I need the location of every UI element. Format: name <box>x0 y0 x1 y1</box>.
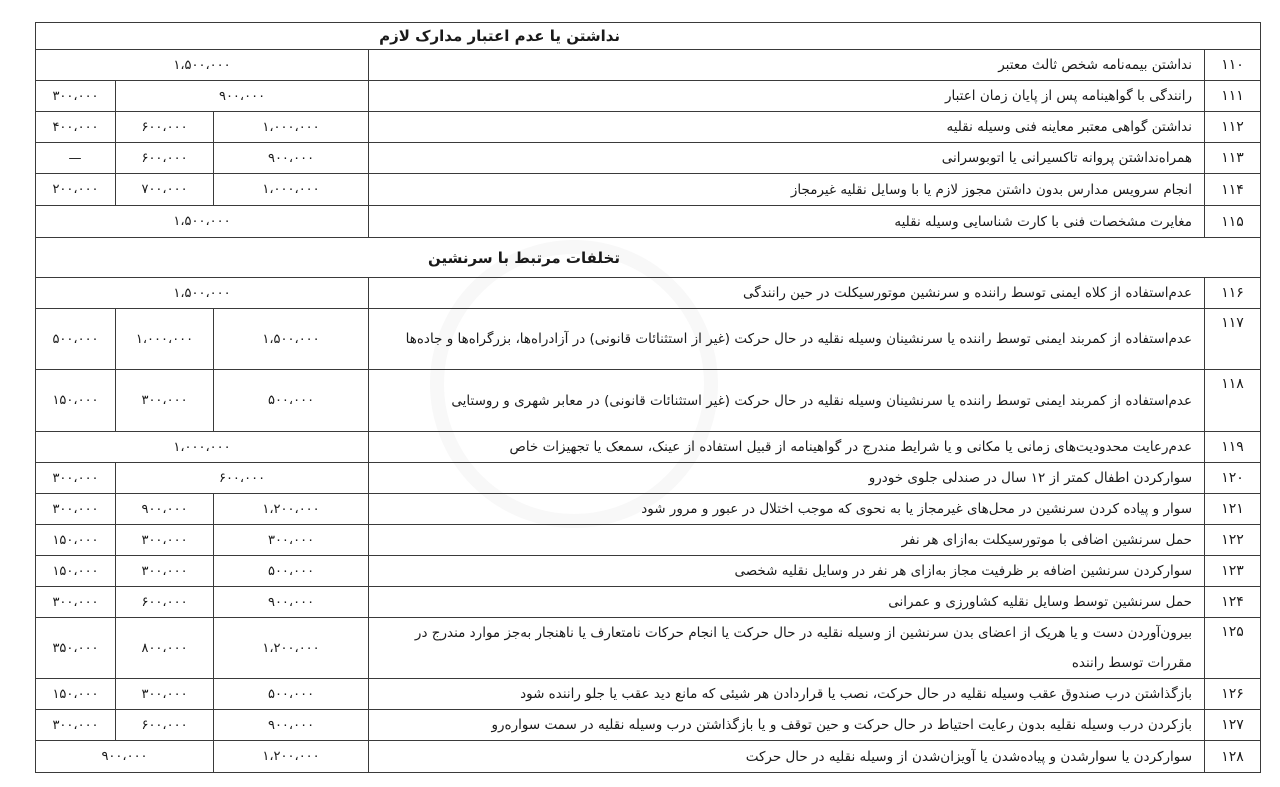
violation-description: همراه‌نداشتن پروانه تاکسیرانی یا اتوبوسرانی <box>369 143 1205 174</box>
fine-amount: ۵۰۰،۰۰۰ <box>214 556 369 587</box>
row-number: ۱۲۴ <box>1205 587 1261 618</box>
fine-amount: ۶۰۰،۰۰۰ <box>116 463 369 494</box>
fine-amount: ۱۵۰،۰۰۰ <box>36 679 116 710</box>
fine-amount: ۱۵۰،۰۰۰ <box>36 525 116 556</box>
table-row <box>36 432 1261 463</box>
fine-amount: ۱،۲۰۰،۰۰۰ <box>214 494 369 525</box>
violation-description: نداشتن گواهی معتبر معاینه فنی وسیله نقلیه <box>369 112 1205 143</box>
fine-amount: ۴۰۰،۰۰۰ <box>36 112 116 143</box>
violation-description: نداشتن بیمه‌نامه شخص ثالث معتبر <box>369 50 1205 81</box>
fine-amount: ۵۰۰،۰۰۰ <box>36 309 116 370</box>
fine-amount: ۹۰۰،۰۰۰ <box>36 741 214 773</box>
table-row <box>36 50 1261 81</box>
fine-amount: ۱،۰۰۰،۰۰۰ <box>214 112 369 143</box>
fine-amount: ۱۵۰،۰۰۰ <box>36 370 116 432</box>
fine-amount: ۳۰۰،۰۰۰ <box>214 525 369 556</box>
fine-amount: ۱،۵۰۰،۰۰۰ <box>36 278 369 309</box>
fine-amount: ۶۰۰،۰۰۰ <box>116 710 214 741</box>
violation-description: بازگذاشتن درب صندوق عقب وسیله نقلیه در حال حرکت، نصب یا قراردادن هر شیئی که مانع دید عقب یا جلو راننده شود <box>369 679 1205 710</box>
fine-amount: ۶۰۰،۰۰۰ <box>116 112 214 143</box>
fine-amount: ۳۰۰،۰۰۰ <box>36 463 116 494</box>
fine-amount: ۱،۵۰۰،۰۰۰ <box>36 206 369 238</box>
row-number: ۱۱۰ <box>1205 50 1261 81</box>
fine-amount: ۱،۵۰۰،۰۰۰ <box>36 50 369 81</box>
row-number: ۱۱۶ <box>1205 278 1261 309</box>
fine-amount: ۱،۰۰۰،۰۰۰ <box>214 174 369 206</box>
violation-description: بازکردن درب وسیله نقلیه بدون رعایت احتیاط در حال حرکت و حین توقف و یا بازگذاشتن درب وسیله نقلیه در سمت سواره‌رو <box>369 710 1205 741</box>
fine-amount: ۹۰۰،۰۰۰ <box>214 143 369 174</box>
row-number: ۱۲۷ <box>1205 710 1261 741</box>
fine-amount: ۶۰۰،۰۰۰ <box>116 143 214 174</box>
fine-amount: ۹۰۰،۰۰۰ <box>214 710 369 741</box>
table-row <box>36 741 1261 773</box>
fine-amount: ۱۵۰،۰۰۰ <box>36 556 116 587</box>
fine-amount: — <box>36 143 116 174</box>
section-header <box>36 238 1261 278</box>
violation-description: عدم‌رعایت محدودیت‌های زمانی یا مکانی و یا شرایط مندرج در گواهینامه از قبیل استفاده از عینک، سمعک یا تجهیزات خاص <box>369 432 1205 463</box>
row-number: ۱۲۳ <box>1205 556 1261 587</box>
fine-amount: ۵۰۰،۰۰۰ <box>214 370 369 432</box>
traffic-fines-table <box>35 22 1261 773</box>
row-number: ۱۲۶ <box>1205 679 1261 710</box>
table-row <box>36 587 1261 618</box>
violation-description: بیرون‌آوردن دست و یا هریک از اعضای بدن سرنشین از وسیله نقلیه در حال حرکت یا انجام حرکات نامتعارف یا ناهنجار به‌جز موارد مندرج در مقررات توسط راننده <box>369 618 1205 679</box>
fine-amount: ۹۰۰،۰۰۰ <box>116 81 369 112</box>
violation-description: سوارکردن اطفال کمتر از ۱۲ سال در صندلی جلوی خودرو <box>369 463 1205 494</box>
fine-amount: ۳۰۰،۰۰۰ <box>116 525 214 556</box>
violation-description: سوارکردن سرنشین اضافه بر ظرفیت مجاز به‌ازای هر نفر در وسایل نقلیه شخصی <box>369 556 1205 587</box>
row-number: ۱۱۳ <box>1205 143 1261 174</box>
fine-amount: ۳۰۰،۰۰۰ <box>36 587 116 618</box>
violation-description: حمل سرنشین توسط وسایل نقلیه کشاورزی و عمرانی <box>369 587 1205 618</box>
fine-amount: ۹۰۰،۰۰۰ <box>214 587 369 618</box>
violation-description: سوار و پیاده کردن سرنشین در محل‌های غیرمجاز یا به نحوی که موجب اختلال در عبور و مرور شود <box>369 494 1205 525</box>
fine-amount: ۱،۰۰۰،۰۰۰ <box>116 309 214 370</box>
fine-amount: ۵۰۰،۰۰۰ <box>214 679 369 710</box>
table-row <box>36 174 1261 206</box>
table-row <box>36 143 1261 174</box>
row-number: ۱۲۱ <box>1205 494 1261 525</box>
table-row <box>36 556 1261 587</box>
fine-amount: ۳۰۰،۰۰۰ <box>36 81 116 112</box>
table-row <box>36 206 1261 238</box>
section-title: نداشتن یا عدم اعتبار مدارک لازم <box>36 23 1261 50</box>
fine-amount: ۳۰۰،۰۰۰ <box>116 370 214 432</box>
table-row <box>36 81 1261 112</box>
row-number: ۱۱۹ <box>1205 432 1261 463</box>
row-number: ۱۱۷ <box>1205 309 1261 370</box>
table-row <box>36 494 1261 525</box>
row-number: ۱۲۰ <box>1205 463 1261 494</box>
violation-description: رانندگی با گواهینامه پس از پایان زمان اعتبار <box>369 81 1205 112</box>
violation-description: انجام سرویس مدارس بدون داشتن مجوز لازم یا با وسایل نقلیه غیرمجاز <box>369 174 1205 206</box>
table-row <box>36 525 1261 556</box>
fine-amount: ۹۰۰،۰۰۰ <box>116 494 214 525</box>
fine-amount: ۳۰۰،۰۰۰ <box>116 679 214 710</box>
fine-amount: ۶۰۰،۰۰۰ <box>116 587 214 618</box>
fine-amount: ۳۰۰،۰۰۰ <box>116 556 214 587</box>
table-row <box>36 618 1261 679</box>
fine-amount: ۸۰۰،۰۰۰ <box>116 618 214 679</box>
row-number: ۱۲۲ <box>1205 525 1261 556</box>
table-row <box>36 309 1261 370</box>
violation-description: عدم‌استفاده از کلاه ایمنی توسط راننده و سرنشین موتورسیکلت در حین رانندگی <box>369 278 1205 309</box>
fine-amount: ۱،۵۰۰،۰۰۰ <box>214 309 369 370</box>
row-number: ۱۲۵ <box>1205 618 1261 679</box>
violation-description: حمل سرنشین اضافی با موتورسیکلت به‌ازای هر نفر <box>369 525 1205 556</box>
fine-amount: ۲۰۰،۰۰۰ <box>36 174 116 206</box>
fine-amount: ۱،۰۰۰،۰۰۰ <box>36 432 369 463</box>
table-row <box>36 710 1261 741</box>
row-number: ۱۲۸ <box>1205 741 1261 773</box>
violation-description: عدم‌استفاده از کمربند ایمنی توسط راننده یا سرنشینان وسیله نقلیه در حال حرکت (غیر استثنائات قانونی) در معابر شهری و روستایی <box>369 370 1205 432</box>
table-row <box>36 112 1261 143</box>
section-header <box>36 23 1261 50</box>
table-row <box>36 679 1261 710</box>
section-title: تخلفات مرتبط با سرنشین <box>36 238 1261 278</box>
fine-amount: ۷۰۰،۰۰۰ <box>116 174 214 206</box>
table-row <box>36 370 1261 432</box>
row-number: ۱۱۱ <box>1205 81 1261 112</box>
row-number: ۱۱۲ <box>1205 112 1261 143</box>
fine-amount: ۳۰۰،۰۰۰ <box>36 494 116 525</box>
row-number: ۱۱۴ <box>1205 174 1261 206</box>
row-number: ۱۱۵ <box>1205 206 1261 238</box>
fine-amount: ۱،۲۰۰،۰۰۰ <box>214 618 369 679</box>
row-number: ۱۱۸ <box>1205 370 1261 432</box>
fine-amount: ۳۵۰،۰۰۰ <box>36 618 116 679</box>
table-row <box>36 278 1261 309</box>
violation-description: عدم‌استفاده از کمربند ایمنی توسط راننده یا سرنشینان وسیله نقلیه در حال حرکت (غیر از استثنائات قانونی) در آزادراه‌ها، بزرگراه‌ها و جاده‌ها <box>369 309 1205 370</box>
table-row <box>36 463 1261 494</box>
fine-amount: ۳۰۰،۰۰۰ <box>36 710 116 741</box>
violation-description: سوارکردن یا سوارشدن و پیاده‌شدن یا آویزان‌شدن از وسیله نقلیه در حال حرکت <box>369 741 1205 773</box>
violation-description: مغایرت مشخصات فنی با کارت شناسایی وسیله نقلیه <box>369 206 1205 238</box>
fine-amount: ۱،۲۰۰،۰۰۰ <box>214 741 369 773</box>
